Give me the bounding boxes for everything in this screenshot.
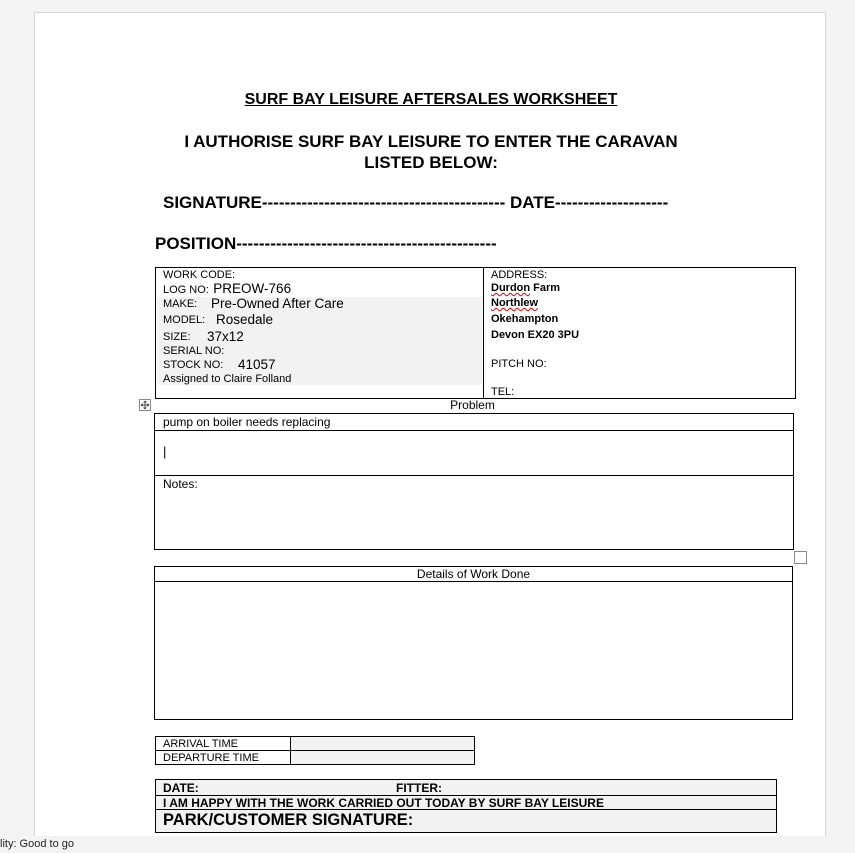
model-label: MODEL: [163, 314, 206, 326]
address-line-1[interactable] [491, 282, 560, 294]
size-label: SIZE: [163, 331, 191, 343]
assigned-to[interactable]: Assigned to Claire Folland [163, 373, 292, 385]
signoff-date-label: DATE: [163, 781, 199, 795]
tel-label: TEL: [491, 386, 515, 398]
arrival-time-label: ARRIVAL TIME [163, 738, 238, 750]
problem-row-divider-1 [155, 430, 793, 431]
times-table [155, 736, 475, 765]
problem-description[interactable]: pump on boiler needs replacing [163, 415, 331, 429]
stock-no-value[interactable]: 41057 [238, 357, 276, 372]
signoff-table [155, 779, 777, 833]
work-done-header: Details of Work Done [416, 567, 531, 581]
fitter-label: FITTER: [396, 781, 442, 795]
departure-time-field[interactable] [291, 751, 474, 764]
arrival-time-field[interactable] [291, 737, 474, 750]
size-value[interactable]: 37x12 [207, 329, 244, 344]
worksheet-title: SURF BAY LEISURE AFTERSALES WORKSHEET [244, 91, 618, 108]
move-handle-icon[interactable] [139, 399, 151, 411]
status-bar [0, 836, 855, 853]
signature-date-line: SIGNATURE------------------------------------------- DATE-------------------- [163, 193, 669, 212]
address-line-4[interactable]: Devon EX20 3PU [491, 329, 580, 341]
position-line: POSITION---------------------------------------------- [155, 234, 497, 253]
accessibility-status[interactable]: lity: Good to go [0, 838, 74, 850]
pitch-no-label: PITCH NO: [491, 358, 547, 370]
make-value[interactable]: Pre-Owned After Care [211, 296, 344, 311]
address-line-1-rest: Farm [530, 282, 561, 294]
details-divider [483, 268, 484, 398]
happy-statement: I AM HAPPY WITH THE WORK CARRIED OUT TODAY BY SURF BAY LEISURE [163, 796, 604, 810]
problem-header: Problem [450, 398, 495, 412]
work-done-divider [155, 581, 792, 582]
resize-handle-icon[interactable] [794, 551, 807, 564]
document-page[interactable] [34, 12, 826, 842]
problem-table [154, 413, 794, 550]
address-label: ADDRESS: [491, 269, 548, 281]
address-line-2[interactable]: Northlew [491, 297, 539, 309]
work-code-label: WORK CODE: [163, 269, 236, 281]
text-cursor[interactable]: | [163, 444, 167, 459]
address-line-1-misspelled: Durdon [491, 282, 531, 294]
problem-row-divider-2 [155, 475, 793, 476]
log-no-value[interactable]: PREOW-766 [213, 281, 292, 296]
notes-label: Notes: [163, 477, 198, 491]
caravan-details-table [155, 267, 796, 399]
authorise-line-2: LISTED BELOW: [364, 153, 498, 172]
departure-time-label: DEPARTURE TIME [163, 752, 259, 764]
stock-no-label: STOCK NO: [163, 359, 224, 371]
make-label: MAKE: [163, 298, 198, 310]
customer-signature-label: PARK/CUSTOMER SIGNATURE: [163, 811, 414, 829]
work-done-table [154, 566, 793, 720]
address-line-3[interactable]: Okehampton [491, 313, 559, 325]
model-value[interactable]: Rosedale [216, 312, 274, 327]
authorise-line-1: I AUTHORISE SURF BAY LEISURE TO ENTER THE CARAVAN [184, 132, 678, 151]
work-done-body[interactable] [156, 583, 791, 718]
serial-no-label: SERIAL NO: [163, 345, 225, 357]
log-no-label: LOG NO: [163, 284, 209, 296]
